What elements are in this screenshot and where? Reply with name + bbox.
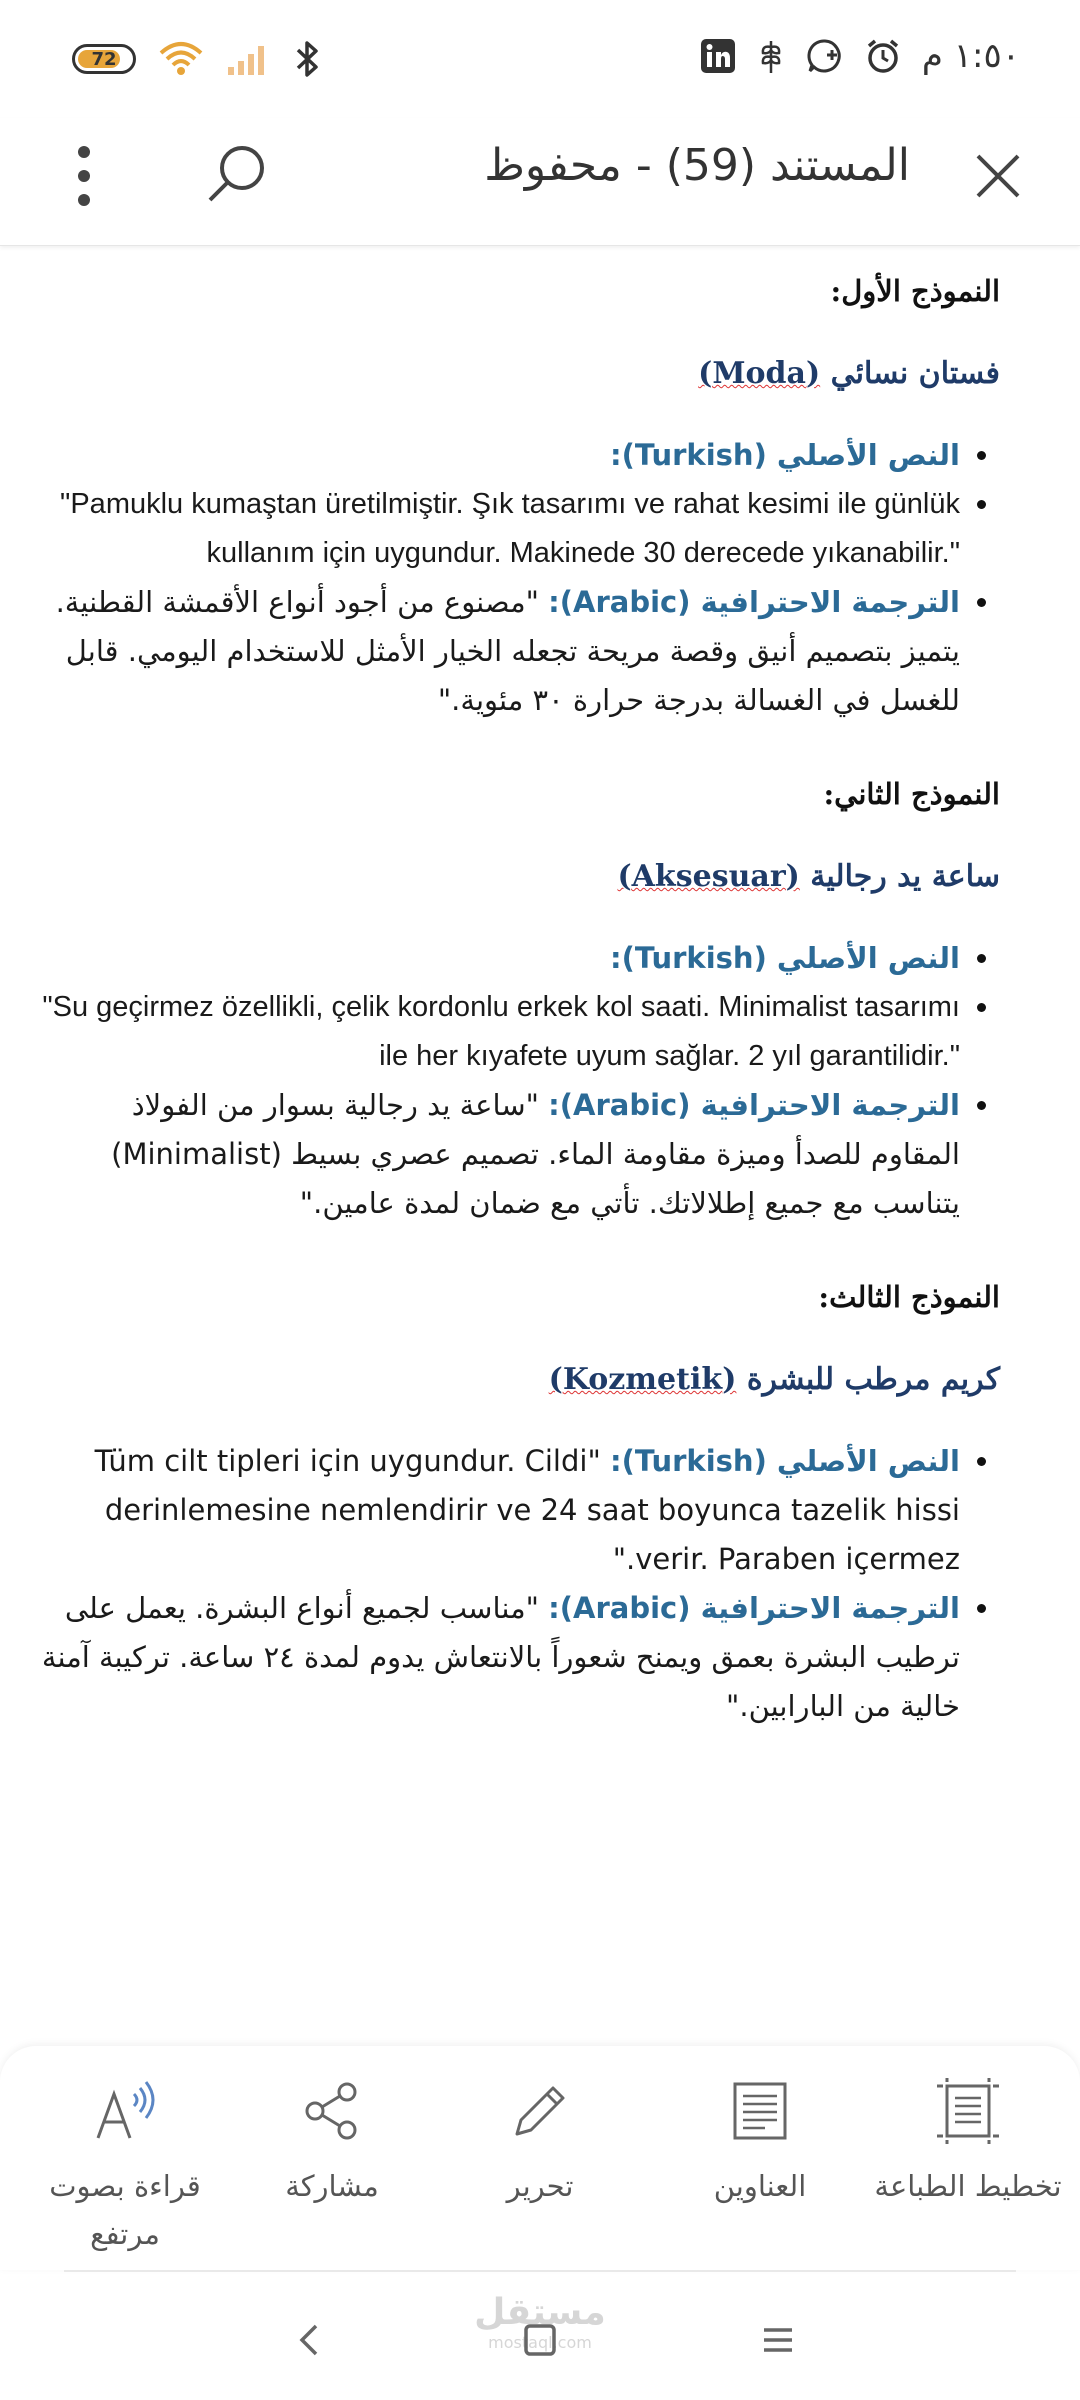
item-text: "Tüm cilt tipleri için uygundur. Cildi derinlemesine nemlendirir ve 24 saat boyunca tazelik hissi verir. Paraben içermez." — [94, 1444, 960, 1576]
item-label: النص الأصلي (Turkish): — [610, 438, 960, 472]
bluetooth-icon — [292, 40, 322, 78]
list-item — [40, 1437, 1000, 1584]
item-label: النص الأصلي (Turkish): — [610, 941, 960, 975]
item-label: الترجمة الاحترافية (Arabic): — [548, 585, 960, 619]
headings-icon — [725, 2076, 795, 2146]
edit-button[interactable] — [440, 2076, 640, 2210]
item-list — [40, 431, 1000, 725]
product-title — [40, 356, 1000, 391]
document-title: المستند (59) - محفوظ — [484, 140, 910, 191]
list-item — [40, 1584, 1000, 1731]
section-heading: النموذج الأول: — [830, 274, 1000, 308]
navigation-bar — [0, 2280, 1080, 2400]
whatsapp-icon — [806, 37, 844, 75]
read-aloud-icon — [90, 2076, 160, 2146]
list-item — [40, 480, 1000, 578]
close-icon[interactable] — [968, 146, 1028, 206]
battery-icon — [72, 44, 136, 74]
bottom-toolbar — [0, 2046, 1080, 2270]
share-icon — [297, 2076, 367, 2146]
print-layout-button[interactable] — [868, 2076, 1068, 2210]
section-heading: النموذج الثالث: — [818, 1280, 1000, 1314]
alarm-icon — [864, 37, 902, 75]
section — [40, 777, 1000, 1228]
item-text: "مناسب لجميع أنواع البشرة. يعمل على ترطيب البشرة بعمق ويمنح شعوراً بالانتعاش يدوم لمدة ٢٤ ساعة. تركيبة آمنة خالية من البارابين." — [41, 1591, 960, 1723]
list-item — [40, 1081, 1000, 1228]
app-bar — [0, 118, 1080, 246]
section-heading: النموذج الثاني: — [823, 777, 1000, 811]
print-layout-label: تخطيط الطباعة — [874, 2169, 1062, 2203]
product-title — [40, 1362, 1000, 1397]
product-title — [40, 859, 1000, 894]
pencil-icon — [505, 2076, 575, 2146]
share-label: مشاركة — [285, 2169, 379, 2203]
document-body — [40, 270, 1000, 1731]
item-label: الترجمة الاحترافية (Arabic): — [548, 1591, 960, 1625]
product-name: ساعة يد رجالية — [799, 859, 1000, 894]
watermark-sub: mostaql.com — [488, 2333, 592, 2352]
clock: ١:٥٠ م — [921, 36, 1020, 76]
item-list — [40, 1437, 1000, 1731]
product-category: (Aksesuar) — [617, 859, 800, 894]
print-layout-icon — [933, 2076, 1003, 2146]
product-category: (Kozmetik) — [548, 1362, 737, 1397]
product-name: فستان نسائي — [820, 356, 1000, 391]
recents-icon[interactable] — [760, 2320, 796, 2360]
product-name: كريم مرطب للبشرة — [736, 1362, 1000, 1397]
divider — [64, 2270, 1016, 2272]
item-text: "Pamuklu kumaştan üretilmiştir. Şık tasarımı ve rahat kesimi ile günlük kullanım için uygundur. Makinede 30 derecede yıkanabilir." — [60, 488, 960, 569]
list-item — [40, 431, 1000, 480]
item-text: "Su geçirmez özellikli, çelik kordonlu erkek kol saati. Minimalist tasarımı ile her kıyafete uyum sağlar. 2 yıl garantilidir." — [42, 991, 960, 1072]
leaf-icon — [756, 37, 786, 75]
list-item — [40, 934, 1000, 983]
read-aloud-label: قراءة بصوت مرتفع — [49, 2169, 201, 2251]
item-list — [40, 934, 1000, 1228]
product-category: (Moda) — [698, 356, 821, 391]
signal-icon — [226, 41, 270, 77]
item-label: الترجمة الاحترافية (Arabic): — [548, 1088, 960, 1122]
back-icon[interactable] — [294, 2320, 324, 2360]
search-icon[interactable] — [200, 138, 272, 210]
list-item — [40, 578, 1000, 725]
wifi-icon — [158, 41, 204, 77]
item-text: "ساعة يد رجالية بسوار من الفولاذ المقاوم للصدأ وميزة مقاومة الماء. تصميم عصري بسيط (Minimalist) يتناسب مع جميع إطلالاتك. تأتي مع ضمان لمدة عامين." — [111, 1088, 960, 1220]
edit-label: تحرير — [506, 2169, 574, 2203]
section — [40, 1280, 1000, 1731]
home-icon[interactable] — [522, 2320, 558, 2360]
read-aloud-button[interactable] — [25, 2076, 225, 2258]
section — [40, 274, 1000, 725]
item-text: "مصنوع من أجود أنواع الأقمشة القطنية. يتميز بتصميم أنيق وقصة مريحة تجعله الخيار الأمثل للاستخدام اليومي. قابل للغسل في الغسالة بدرجة حرارة ٣٠ مئوية." — [55, 585, 960, 717]
headings-label: العناوين — [713, 2169, 807, 2203]
headings-button[interactable] — [660, 2076, 860, 2210]
share-button[interactable] — [232, 2076, 432, 2210]
status-bar — [0, 0, 1080, 118]
list-item — [40, 983, 1000, 1081]
battery-level: 72 — [91, 48, 117, 70]
more-icon[interactable] — [68, 140, 100, 212]
linkedin-icon — [700, 38, 736, 74]
watermark-text: مستقل — [474, 2292, 606, 2333]
item-label: النص الأصلي (Turkish): — [610, 1444, 960, 1478]
